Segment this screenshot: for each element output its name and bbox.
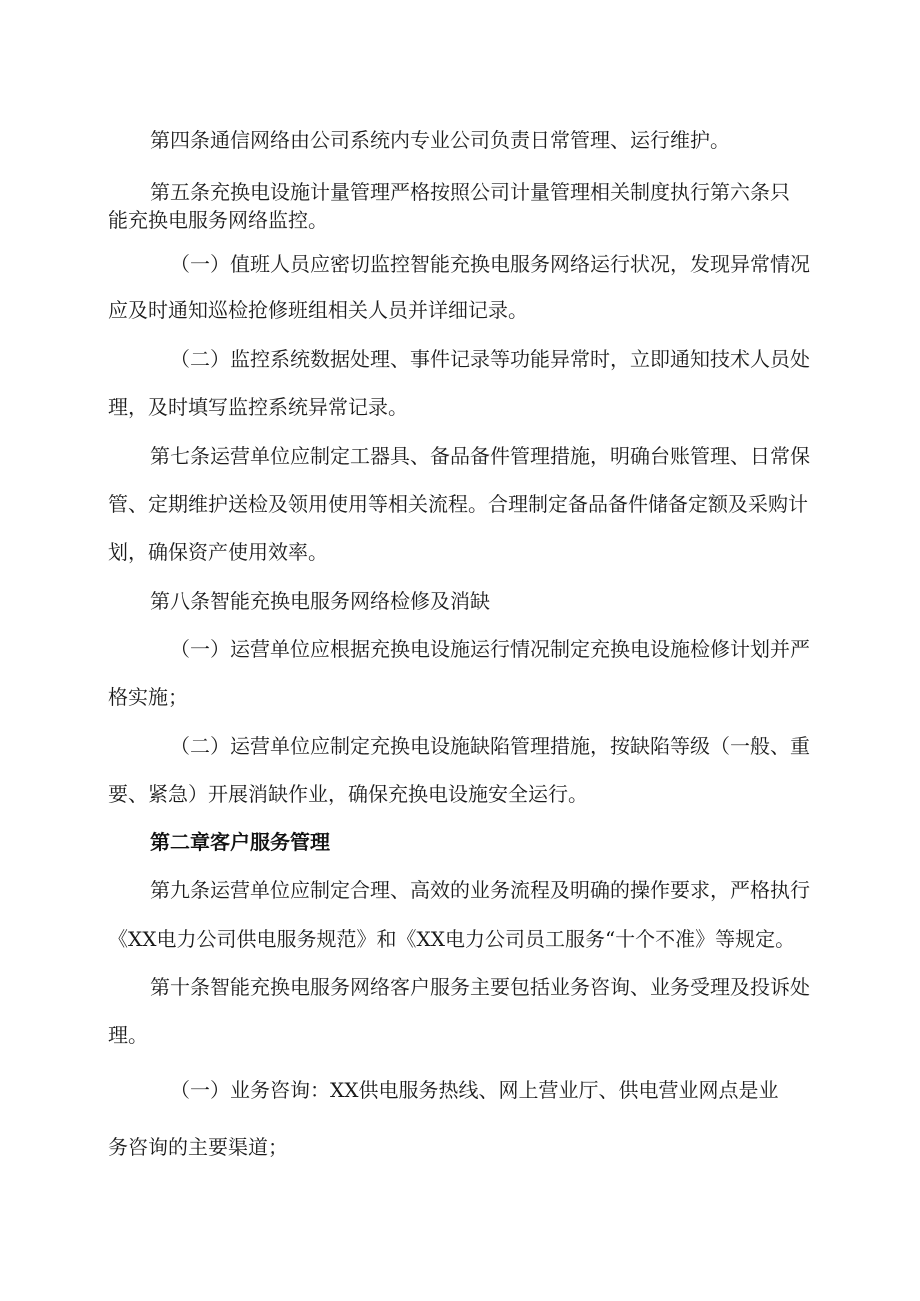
paragraph-line: 理，及时填写监控系统异常记录。: [108, 395, 408, 419]
paragraph-line: （一）业务咨询：XX供电服务热线、网上营业厅、供电营业网点是业: [170, 1078, 779, 1102]
paragraph-line: 划，确保资产使用效率。: [108, 540, 328, 564]
paragraph-line: 理。: [108, 1023, 148, 1047]
paragraph-line: 能充换电服务网络监控。: [108, 208, 328, 232]
paragraph-line: 第八条智能充换电服务网络检修及消缺: [150, 589, 490, 613]
paragraph-line: 格实施；: [108, 685, 188, 709]
paragraph-line: （一）值班人员应密切监控智能充换电服务网络运行状况，发现异常情况: [170, 252, 810, 276]
paragraph-line: 《XX电力公司供电服务规范》和《XX电力公司员工服务“十个不准》等规定。: [108, 927, 796, 951]
paragraph-line: 第九条运营单位应制定合理、高效的业务流程及明确的操作要求，严格执行: [150, 878, 810, 902]
paragraph-line: （二）运营单位应制定充换电设施缺陷管理措施，按缺陷等级（一般、重: [170, 734, 810, 758]
paragraph-line: 第五条充换电设施计量管理严格按照公司计量管理相关制度执行第六条只: [150, 180, 790, 204]
paragraph-line: 第十条智能充换电服务网络客户服务主要包括业务咨询、业务受理及投诉处: [150, 975, 810, 999]
paragraph-line: （一）运营单位应根据充换电设施运行情况制定充换电设施检修计划并严: [170, 637, 810, 661]
paragraph-line: 应及时通知巡检抢修班组相关人员并详细记录。: [108, 298, 528, 322]
paragraph-line: 务咨询的主要渠道；: [108, 1135, 288, 1159]
paragraph-line: 管、定期维护送检及领用使用等相关流程。合理制定备品备件储备定额及采购计: [108, 492, 808, 516]
chapter-heading: 第二章客户服务管理: [150, 830, 330, 854]
paragraph-line: 第四条通信网络由公司系统内专业公司负责日常管理、运行维护。: [150, 128, 730, 152]
paragraph-line: 第七条运营单位应制定工器具、备品备件管理措施，明确台账管理、日常保: [150, 444, 810, 468]
paragraph-line: 要、紧急）开展消缺作业，确保充换电设施安全运行。: [108, 782, 588, 806]
paragraph-line: （二）监控系统数据处理、事件记录等功能异常时，立即通知技术人员处: [170, 347, 810, 371]
